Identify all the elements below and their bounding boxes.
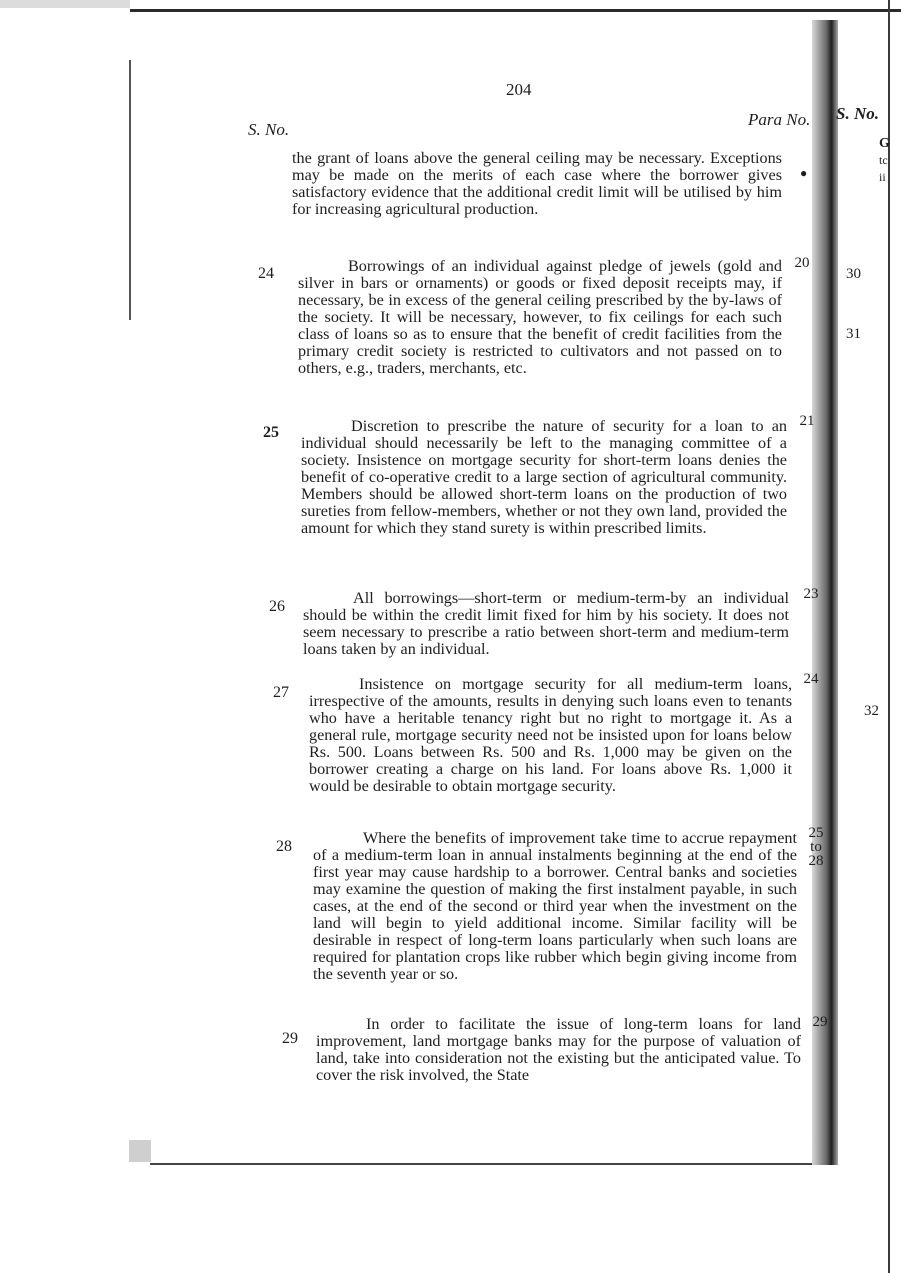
entry-sno: 26 — [269, 598, 285, 615]
left-margin-line — [129, 60, 131, 320]
entry-para-no: 24 — [803, 671, 819, 687]
entry-sno: 24 — [258, 265, 274, 282]
column-header-sno: S. No. — [248, 120, 290, 139]
entry-sno: 27 — [273, 684, 289, 701]
top-rule — [130, 9, 901, 12]
entry-sno: 29 — [282, 1030, 298, 1047]
entry-text: Discretion to prescribe the nature of security for a loan to an individual should necessarily be left to the managing committee of a society. Insistence on mortgage security for short-term loans denies the benefit of co-operative credit to a large section of agricultural community. Members should be allowed short-term loans on the production of two sureties from fellow-members, whether or not they own land, provided the amount for which they stand surety is within prescribed limits. — [301, 417, 787, 537]
continuation-paragraph: the grant of loans above the general ceiling may be necessary. Exceptions may be made on the merits of each case where the borrower gives satisfactory evidence that the additional credit limit will be utilised by him for increasing agricultural production. — [292, 149, 782, 218]
entry-sno: 25 — [263, 424, 279, 441]
page-number: 204 — [506, 80, 532, 99]
entry-para-no: 29 — [812, 1014, 828, 1030]
entry-text: In order to facilitate the issue of long-term loans for land improvement, land mortgage banks may for the purpose of valuation of land, take into consideration not the existing but the anticipated value. To cover the risk involved, the State — [316, 1015, 801, 1084]
next-page-column-header: S. No. — [836, 104, 879, 123]
entry-para-no: 20 — [794, 255, 810, 271]
next-page-fragment: tc — [879, 153, 888, 167]
page-edge-line — [888, 0, 890, 1273]
entry-text: All borrowings—short-term or medium-term-by an individual should be within the credit limit fixed for him by his society. It does not seem necessary to prescribe a ratio between short-term and medium-term loans taken by an individual. — [303, 589, 789, 658]
entry-para-no: 23 — [803, 586, 819, 602]
entry-text: Borrowings of an individual against pledge of jewels (gold and silver in bars or ornaments) or goods or fixed deposit receipts may, if necessary, be in excess of the general ceiling prescribed by the by-laws of the society. It will be necessary, however, to fix ceilings for each such class of loans so as to ensure that the benefit of credit facilities from the primary credit society is restricted to cultivators and not passed on to others, e.g., traders, merchants, etc. — [298, 257, 782, 377]
entry-para-no: 25 to 28 — [808, 825, 824, 869]
entry-text: Insistence on mortgage security for all medium-term loans, irrespective of the amounts, results in denying such loans even to tenants who have a heritable tenancy right but no right to mortgage it. As a general rule, mortgage security need not be insisted upon for loans below Rs. 500. Loans between Rs. 500 and Rs. 1,000 may be given on the borrower creating a charge on his land. For loans above Rs. 1,000 it would be desirable to obtain mortgage security. — [309, 675, 792, 795]
column-header-para-no: Para No. — [748, 110, 811, 129]
entry-sno: 28 — [276, 838, 292, 855]
next-page-sno: 31 — [846, 326, 861, 342]
entry-para-no: 21 — [799, 413, 815, 429]
next-page-fragment: G — [879, 136, 890, 151]
next-page-sno: 30 — [846, 266, 861, 282]
bottom-rule — [150, 1163, 830, 1165]
next-page-fragment: ii — [879, 170, 886, 184]
bullet-mark: ● — [800, 166, 808, 180]
entry-text: Where the benefits of improvement take time to accrue repayment of a medium-term loan in annual instalments beginning at the end of the first year may cause hardship to a borrower. Central banks and societies may examine the question of making the first instalment payable, in such cases, at the end of the second or third year when the investment on the land will begin to yield additional income. Similar facility will be desirable in respect of long-term loans particularly when such loans are required for plantation crops like rubber which begin giving income from the seventh year or so. — [313, 829, 797, 983]
next-page-sno: 32 — [864, 703, 879, 719]
left-corner-shadow — [129, 1140, 151, 1162]
scan-top-strip — [0, 0, 130, 8]
